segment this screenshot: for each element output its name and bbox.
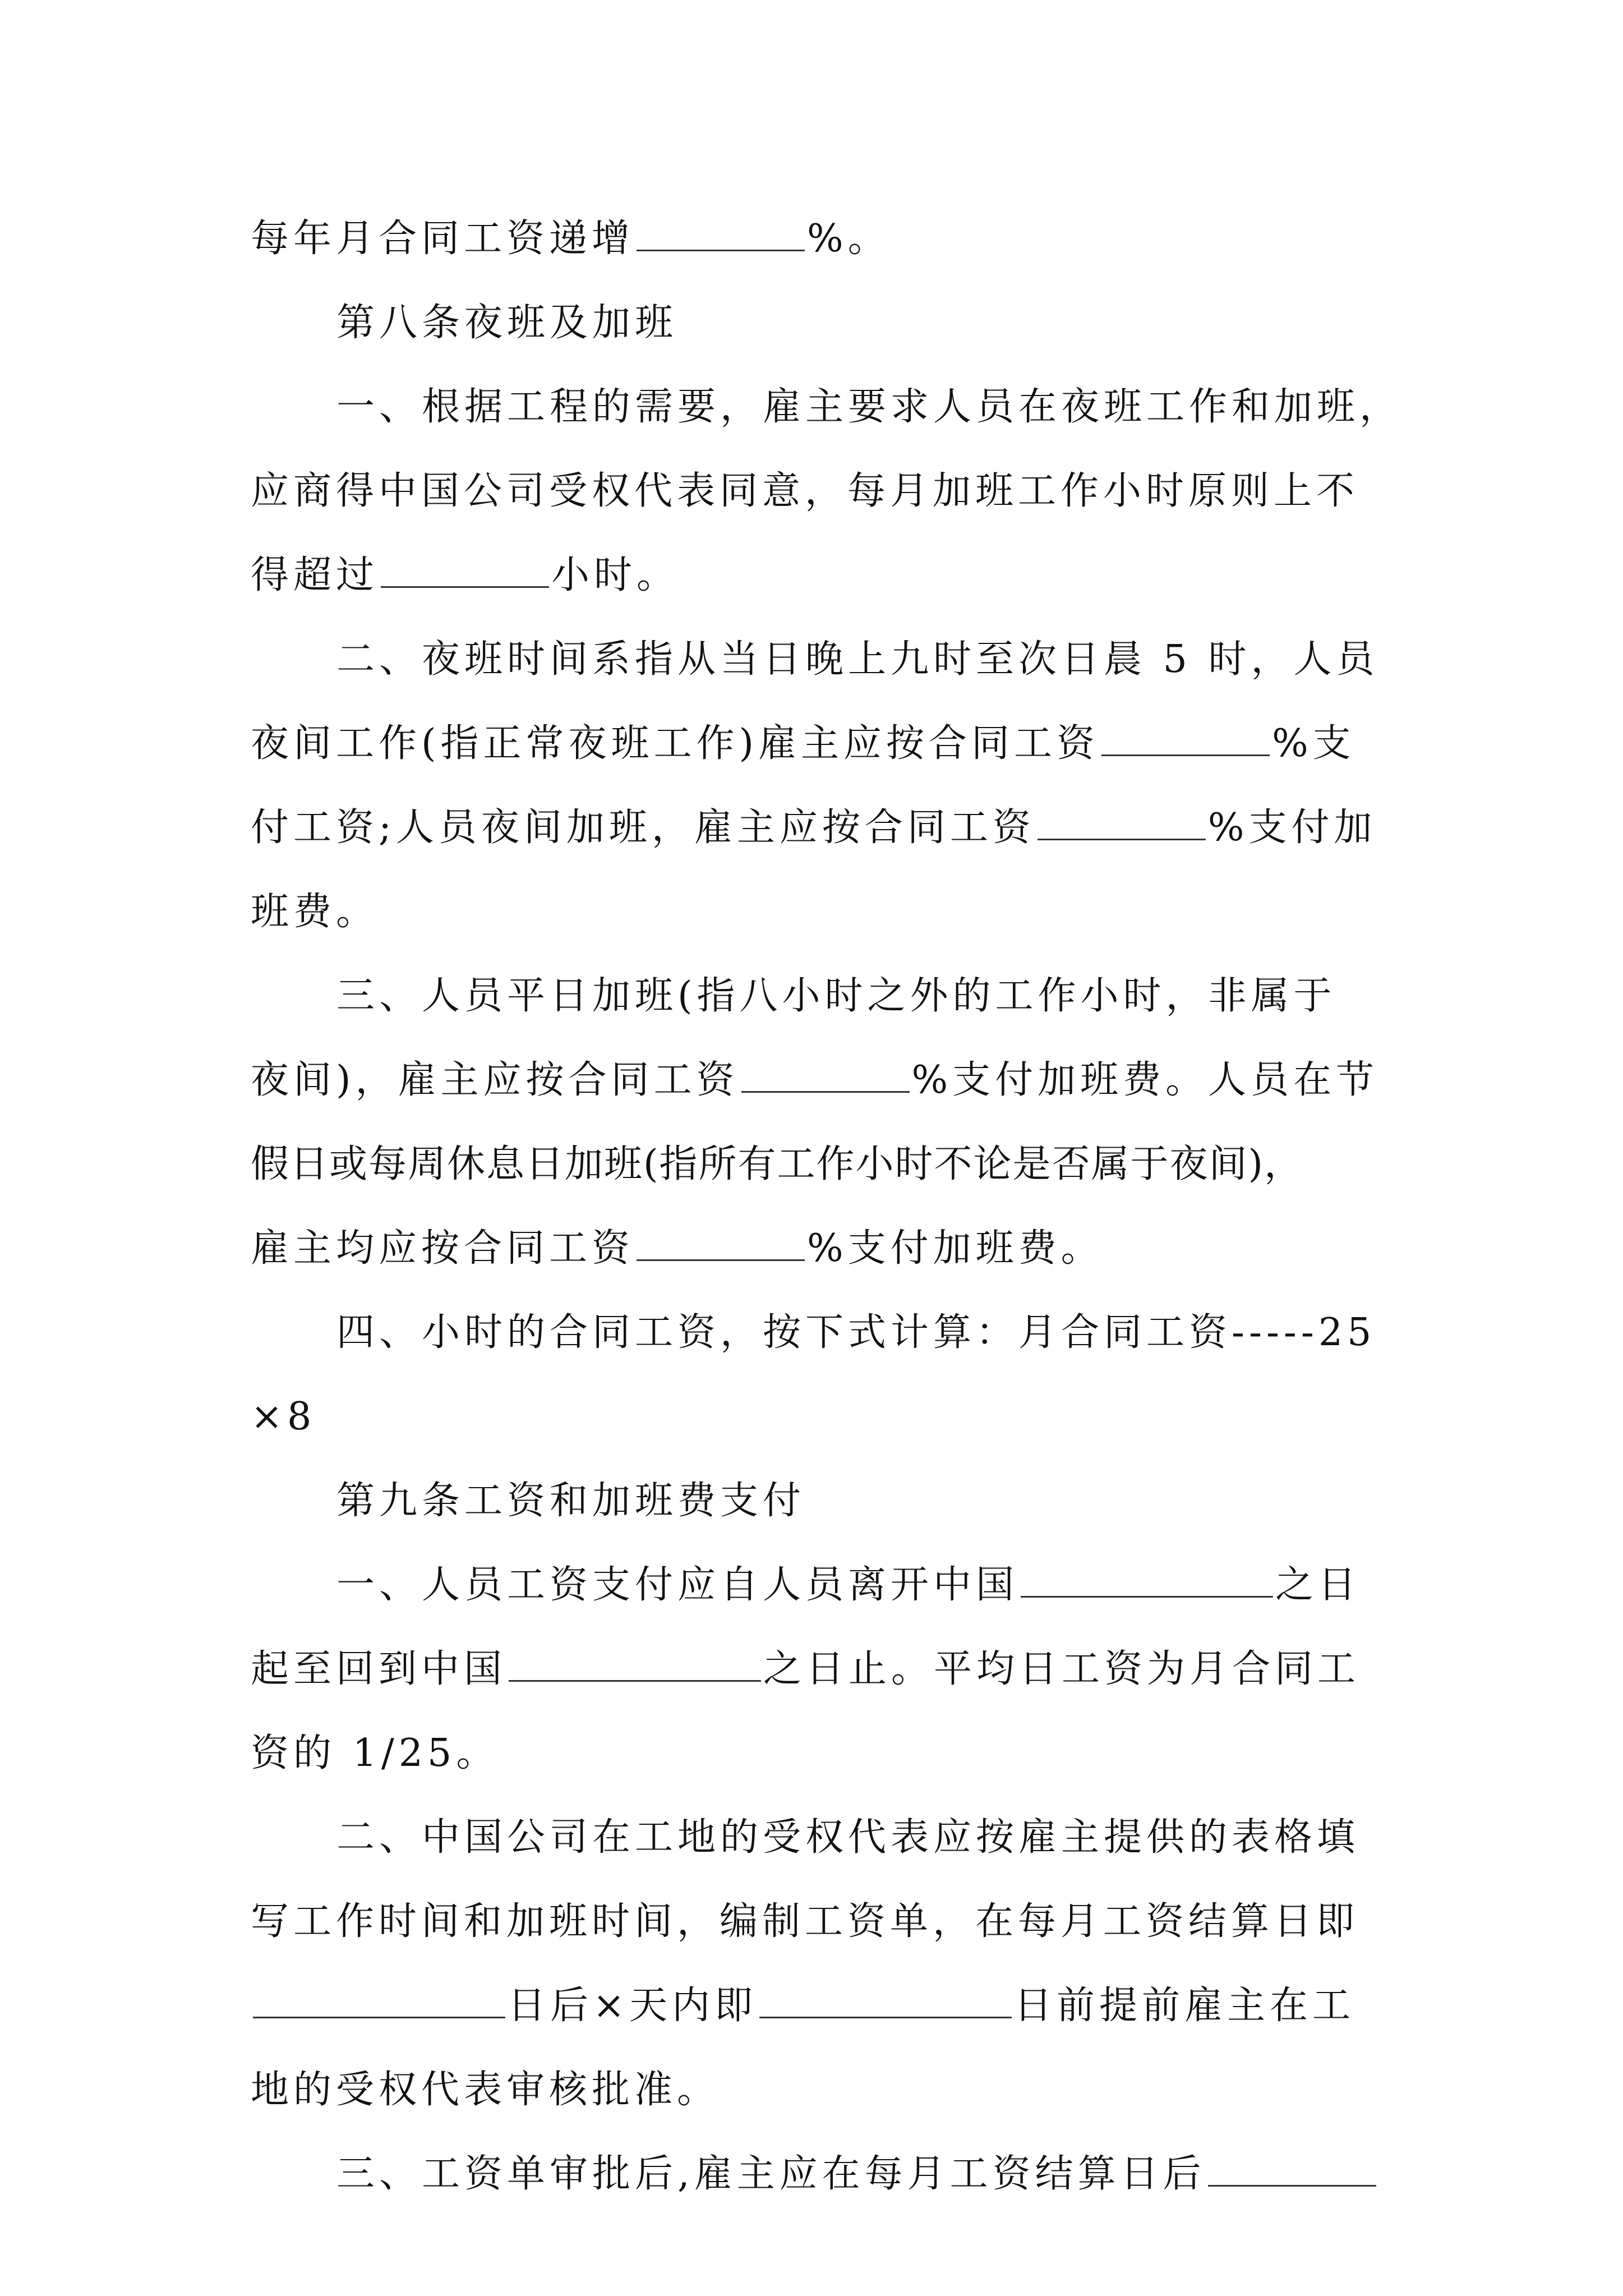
fill-in-blank <box>253 1982 505 2018</box>
text-line <box>336 379 1402 435</box>
text-line <box>336 1305 1376 1361</box>
fill-in-blank <box>759 1982 1012 2018</box>
text-line <box>251 884 379 940</box>
section-heading <box>336 295 677 351</box>
text-line <box>251 1389 316 1445</box>
text-line <box>251 547 679 604</box>
fill-in-blank <box>509 1645 761 1682</box>
text-segment: 起至回到中国 <box>251 1647 507 1691</box>
text-line <box>251 1641 1360 1697</box>
text-segment: 小时。 <box>551 553 680 597</box>
text-segment: 付工资;人员夜间加班，雇主应按合同工资 <box>251 806 1035 850</box>
text-line <box>251 463 1359 519</box>
text-line <box>251 2062 720 2118</box>
text-line <box>251 1137 1303 1193</box>
fill-in-blank <box>381 551 549 588</box>
section-heading <box>336 1473 805 1529</box>
text-segment: 资的 1/25。 <box>251 1731 499 1775</box>
heading-text: 第九条工资和加班费支付 <box>336 1479 806 1523</box>
text-segment: %。 <box>807 217 891 261</box>
text-line <box>336 1557 1361 1613</box>
text-segment: 应商得中国公司受权代表同意，每月加班工作小时原则上不 <box>251 469 1359 513</box>
text-segment: 假日或每周休息日加班(指所有工作小时不论是否属于夜间)， <box>251 1142 1304 1186</box>
fill-in-blank <box>1101 720 1270 756</box>
text-segment: %支付加 <box>1207 806 1377 850</box>
text-line <box>251 1726 499 1782</box>
text-line <box>251 800 1377 856</box>
text-line <box>251 716 1355 772</box>
text-segment: %支付加班费。人员在节 <box>911 1058 1379 1102</box>
text-segment: 夜间工作(指正常夜班工作)雇主应按合同工资 <box>251 721 1100 766</box>
fill-in-blank <box>1208 2150 1376 2187</box>
text-segment: 地的受权代表审核批准。 <box>251 2068 720 2112</box>
text-line <box>251 1052 1378 1108</box>
text-segment: 二、夜班时间系指从当日晚上九时至次日晨 5 时，人员 <box>336 637 1379 682</box>
text-line <box>251 1221 1104 1277</box>
text-segment: 雇主均应按合同工资 <box>251 1226 635 1271</box>
text-line <box>336 632 1379 688</box>
text-segment: 四、小时的合同工资，按下式计算：月合同工资-----25 <box>336 1310 1376 1355</box>
text-line <box>336 2146 1378 2202</box>
text-line <box>336 968 1336 1024</box>
text-segment: 夜间)，雇主应按合同工资 <box>251 1058 739 1102</box>
text-segment: 写工作时间和加班时间，编制工资单，在每月工资结算日即 <box>251 1899 1359 1944</box>
text-segment: 三、工资单审批后,雇主应在每月工资结算日后 <box>336 2152 1206 2196</box>
text-segment: 之日止。平均日工资为月合同工 <box>763 1647 1361 1691</box>
text-segment: ×8 <box>251 1395 316 1439</box>
text-segment: 日后×天内即 <box>508 1984 757 2028</box>
text-line <box>336 1810 1359 1866</box>
text-segment: 一、根据工程的需要，雇主要求人员在夜班工作和加班， <box>336 385 1403 429</box>
text-segment: 每年月合同工资递增 <box>251 217 635 261</box>
text-segment: 之日 <box>1275 1563 1361 1607</box>
text-segment: 班费。 <box>251 890 379 934</box>
fill-in-blank <box>637 1225 805 1261</box>
fill-in-blank <box>1021 1561 1273 1598</box>
fill-in-blank <box>1038 804 1206 840</box>
heading-text: 第八条夜班及加班 <box>336 301 678 345</box>
text-segment: 日前提前雇主在工 <box>1013 1984 1355 2028</box>
text-segment: 三、人员平日加班(指八小时之外的工作小时，非属于 <box>336 974 1336 1018</box>
text-segment: 二、中国公司在工地的受权代表应按雇主提供的表格填 <box>336 1815 1360 1860</box>
text-segment: 得超过 <box>251 553 379 597</box>
text-line <box>251 211 891 267</box>
text-line <box>251 1978 1355 2034</box>
text-line <box>251 1894 1359 1950</box>
fill-in-blank <box>637 215 805 251</box>
text-segment: %支付加班费。 <box>807 1226 1104 1271</box>
text-segment: %支 <box>1272 721 1355 766</box>
text-segment: 一、人员工资支付应自人员离开中国 <box>336 1563 1019 1607</box>
fill-in-blank <box>741 1056 910 1093</box>
